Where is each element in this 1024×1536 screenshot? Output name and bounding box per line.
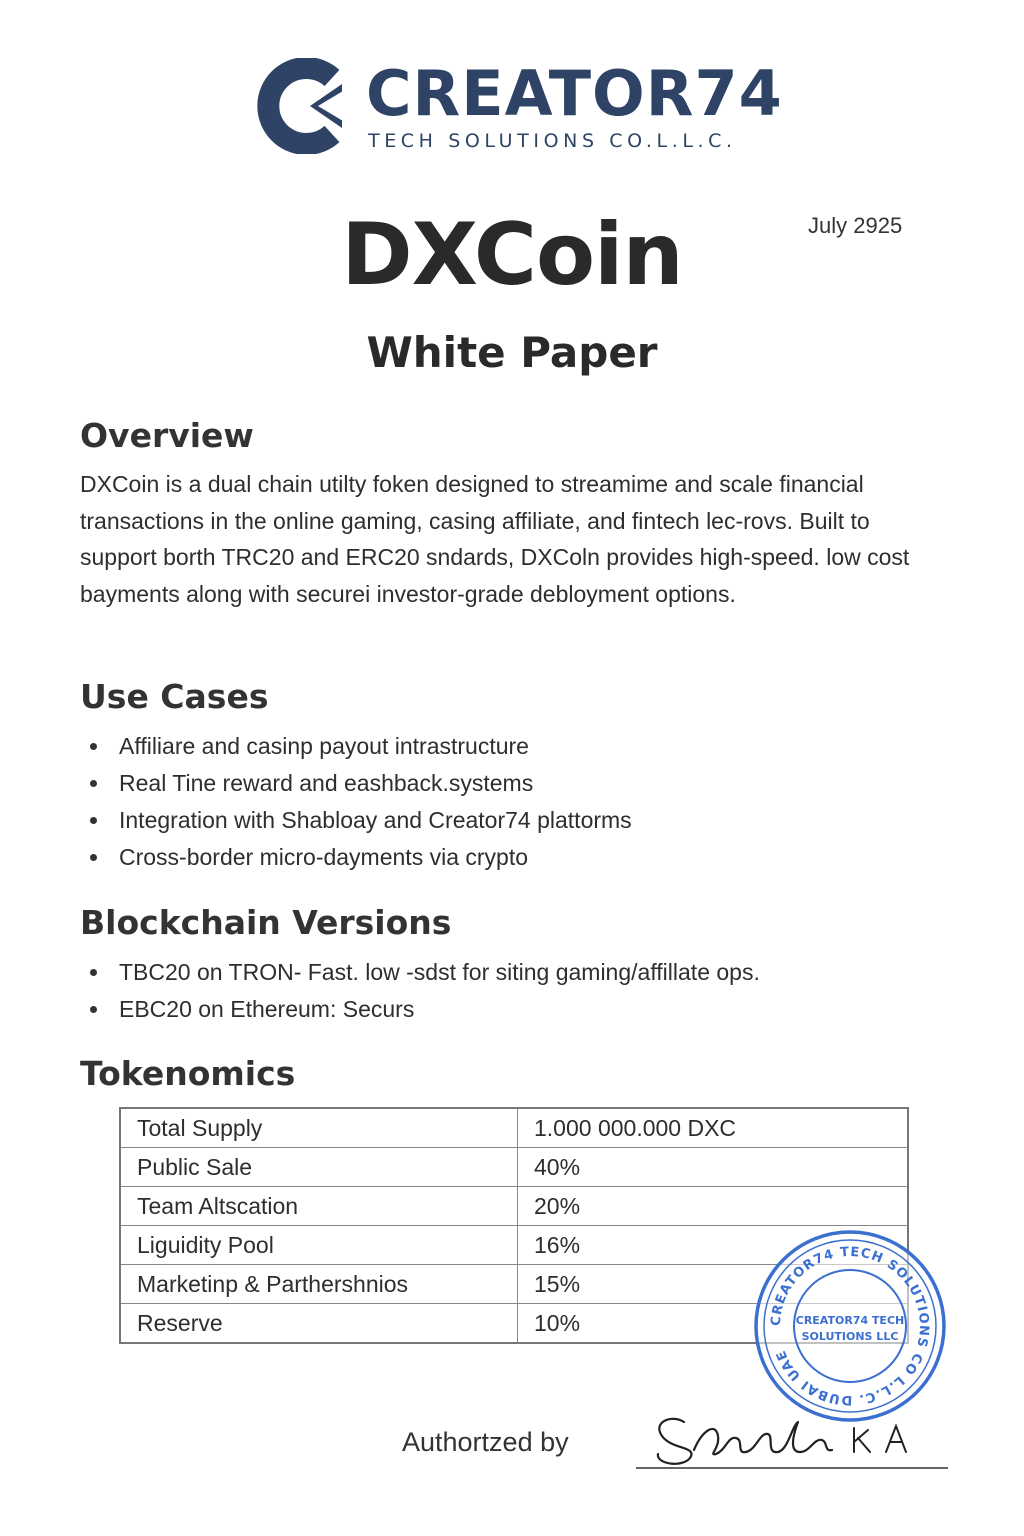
- blockchain-version-item: [90, 954, 760, 991]
- blockchain-versions-list: [90, 954, 760, 1028]
- table-row: [120, 1187, 908, 1226]
- signature-stroke: [658, 1419, 832, 1464]
- use-case-text: Cross-border micro-dayments via crypto: [119, 844, 529, 870]
- use-case-item: [90, 765, 632, 802]
- table-cell-label: Marketinp & Parthershnios: [120, 1265, 518, 1304]
- document-date: July 2925: [808, 213, 903, 238]
- table-cell-value: 20%: [518, 1187, 909, 1226]
- table-cell-value: 40%: [518, 1148, 909, 1187]
- stamp-ring-text: CREATOR74 TECH SOLUTIONS CO L.L.C. DUBAI UAE: [768, 1244, 932, 1408]
- table-cell-label: Total Supply: [120, 1108, 518, 1148]
- use-case-item: [90, 802, 632, 839]
- bullet-icon: [90, 780, 97, 787]
- use-case-item: [90, 728, 632, 765]
- signature-initials: [854, 1426, 906, 1452]
- stamp-inner-text: CREATOR74 TECH: [795, 1314, 905, 1327]
- blockchain-versions-heading: Blockchain Versions: [80, 903, 452, 942]
- table-row: [120, 1148, 908, 1187]
- table-cell-label: Public Sale: [120, 1148, 518, 1187]
- bullet-icon: [90, 1006, 97, 1013]
- overview-heading: Overview: [80, 416, 254, 455]
- tokenomics-heading: Tokenomics: [80, 1054, 296, 1093]
- stamp-inner-text: SOLUTIONS LLC: [801, 1330, 899, 1343]
- table-cell-label: Liguidity Pool: [120, 1226, 518, 1265]
- table-cell-value: 16%: [518, 1226, 909, 1265]
- table-cell-value: 10%: [518, 1304, 909, 1344]
- use-case-item: [90, 839, 632, 876]
- use-cases-list: [90, 728, 632, 876]
- authorized-by-label: Authortzed by: [402, 1427, 569, 1457]
- blockchain-version-text: EBC20 on Ethereum: Securs: [119, 996, 415, 1022]
- blockchain-version-item: [90, 991, 760, 1028]
- use-case-text: Real Tine reward and eashback.systems: [119, 770, 534, 796]
- creator74-logo-icon: [250, 58, 354, 154]
- bullet-icon: [90, 743, 97, 750]
- use-case-text: Affiliare and casinp payout intrastructure: [119, 733, 529, 759]
- table-cell-value: 15%: [518, 1265, 909, 1304]
- bullet-icon: [90, 817, 97, 824]
- document-title: DXCoin: [341, 205, 683, 305]
- table-row: [120, 1108, 908, 1148]
- overview-paragraph: DXCoin is a dual chain utilty foken designed to streamime and scale financial transactions in the online gaming, casing affiliate, and fintech lec-rovs. Built to support borth TRC20 and ERC20 sndards, DXColn provides high-speed. low cost bayments along with securei investor-grade debloyment options.: [80, 471, 910, 607]
- bullet-icon: [90, 969, 97, 976]
- table-cell-value: 1.000 000.000 DXC: [518, 1108, 909, 1148]
- use-case-text: Integration with Shabloay and Creator74 plattorms: [119, 807, 632, 833]
- use-cases-heading: Use Cases: [80, 677, 269, 716]
- document-subtitle: White Paper: [366, 328, 658, 377]
- brand-name: CREATOR74: [366, 57, 783, 130]
- signature: [632, 1392, 952, 1472]
- brand-tagline: TECH SOLUTIONS CO.L.L.C.: [368, 130, 737, 152]
- table-cell-label: Team Altscation: [120, 1187, 518, 1226]
- blockchain-version-text: TBC20 on TRON- Fast. low -sdst for siting gaming/affillate ops.: [119, 959, 760, 985]
- bullet-icon: [90, 854, 97, 861]
- table-cell-label: Reserve: [120, 1304, 518, 1344]
